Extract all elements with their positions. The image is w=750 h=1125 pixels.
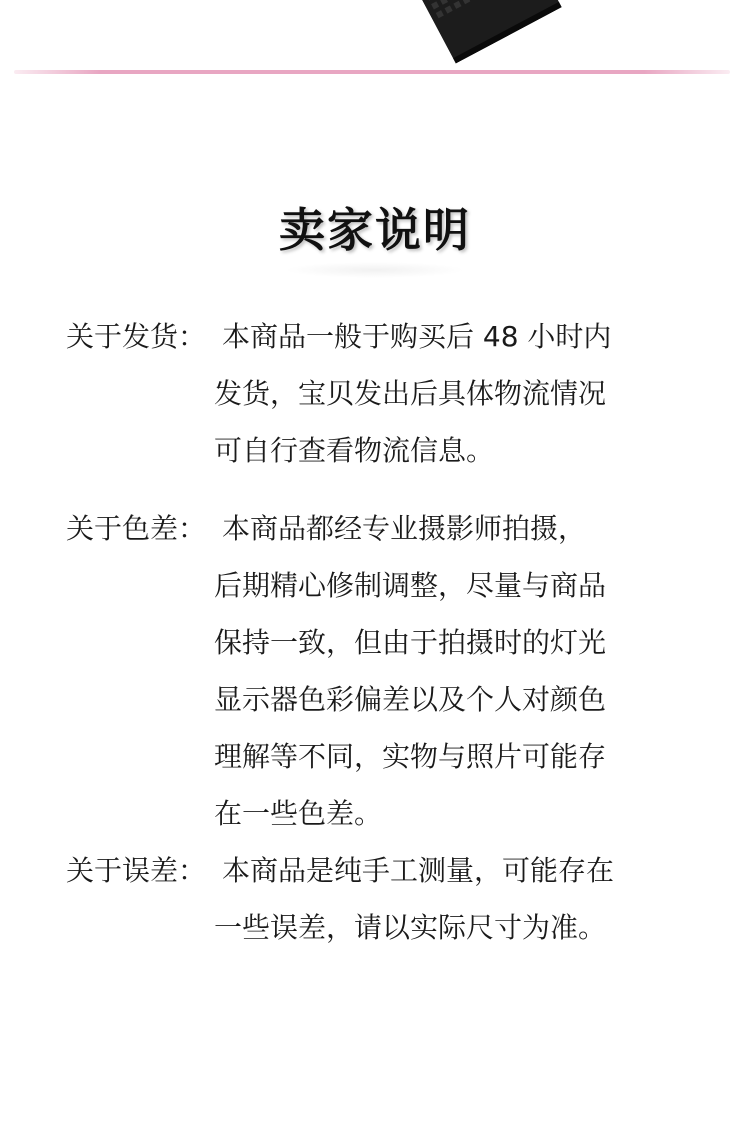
section-label: 关于误差： <box>66 854 207 887</box>
section-line: 在一些色差。 <box>214 797 383 830</box>
title-glow <box>285 262 465 278</box>
section-line: 后期精心修制调整，尽量与商品 <box>214 569 607 602</box>
section-line: 本商品是纯手工测量，可能存在 <box>222 854 615 887</box>
section-line: 一些误差，请以实际尺寸为准。 <box>214 911 607 944</box>
pink-divider <box>14 70 730 74</box>
section-line: 发货，宝贝发出后具体物流情况 <box>214 377 607 410</box>
section-line: 保持一致，但由于拍摄时的灯光 <box>214 626 607 659</box>
section-label: 关于色差： <box>66 512 207 545</box>
section-line: 本商品都经专业摄影师拍摄， <box>222 512 587 545</box>
section-line: 可自行查看物流信息。 <box>214 434 495 467</box>
page-title: 卖家说明 <box>279 203 471 257</box>
product-image-corner <box>418 0 562 63</box>
section-line: 理解等不同，实物与照片可能存 <box>214 740 607 773</box>
section-label: 关于发货： <box>66 320 207 353</box>
section-line: 显示器色彩偏差以及个人对颜色 <box>214 683 607 716</box>
section-line: 本商品一般于购买后 48 小时内 <box>222 320 612 353</box>
